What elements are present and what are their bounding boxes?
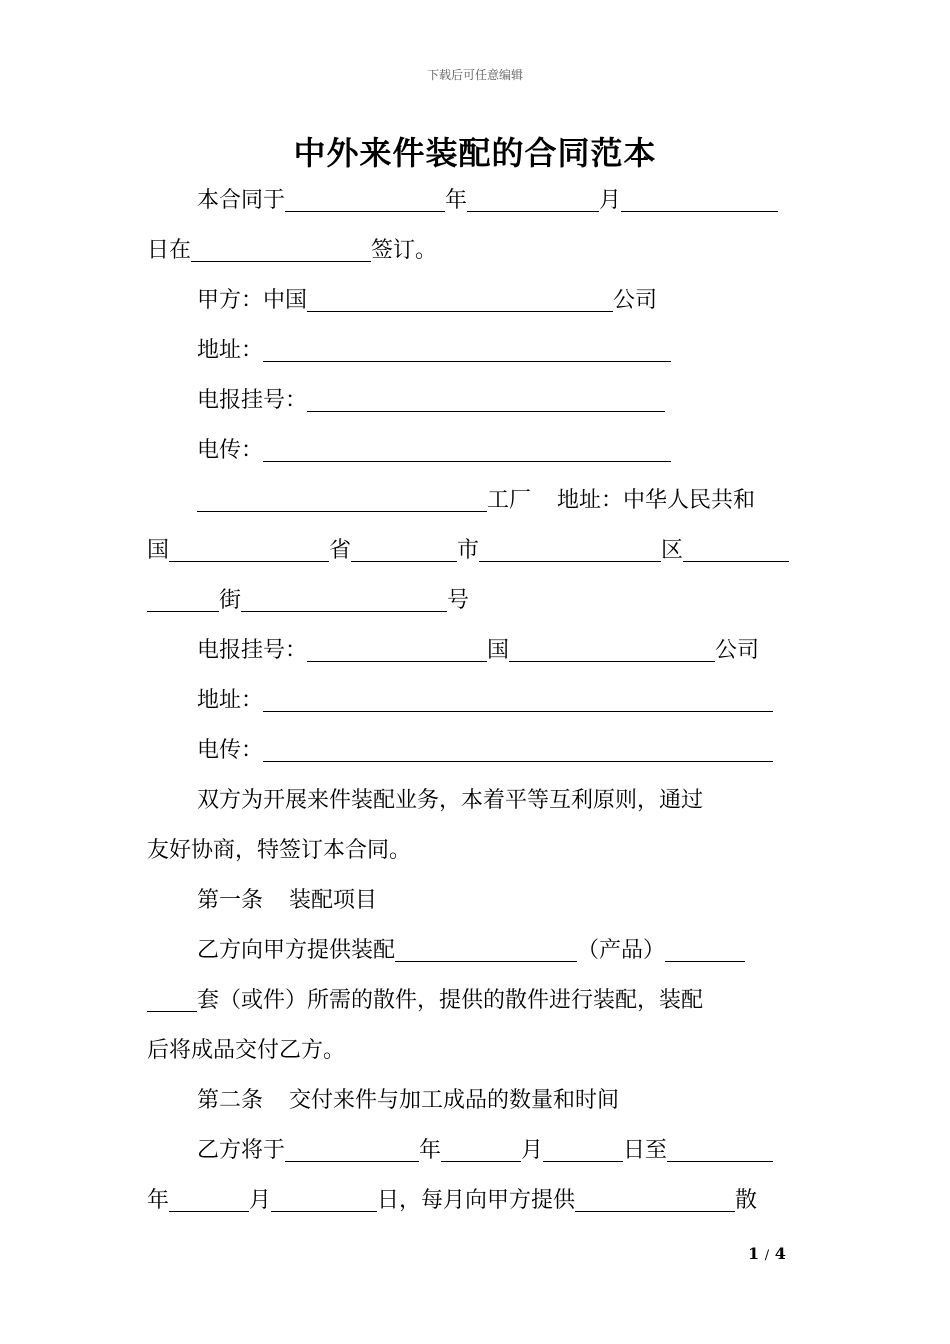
delivery-period-line [197,1131,773,1171]
blank [241,581,447,612]
paragraph-line [147,981,703,1021]
text: 日在 [147,238,192,263]
blank [285,181,445,212]
text: 乙方向甲方提供装配 [197,938,396,963]
text: 地址：中华人民共和 [557,488,756,513]
text: 本合同于 [197,188,286,213]
party-b-line [197,631,759,671]
text: 年 [147,1188,170,1213]
party-b-address-line [197,681,773,721]
text: 友好协商，特签订本合同。 [147,838,412,863]
party-a-address-line [197,331,671,371]
blank [271,1181,377,1212]
text: 号 [447,588,470,613]
blank [263,681,773,712]
page-header: 下载后可任意编辑 [426,68,523,82]
text: 签订。 [371,238,438,263]
blank [395,931,577,962]
total-pages: 4 [774,1244,786,1263]
blank [285,1131,419,1162]
text: 工厂 [487,488,532,513]
blank [263,331,671,362]
blank [307,381,665,412]
text: 市 [457,538,480,563]
assembly-product-line [197,931,745,971]
text: 地址： [197,338,264,363]
blank [509,631,715,662]
text: 交付来件与加工成品的数量和时间 [289,1088,620,1113]
blank [667,1131,773,1162]
text: 区 [661,538,684,563]
text: 双方为开展来件装配业务，本着平等互利原则，通过 [197,788,704,813]
blank [307,281,613,312]
blank [307,631,487,662]
blank [441,1131,521,1162]
page-separator: / [764,1248,770,1263]
blank [575,1181,735,1212]
text: 公司 [613,288,658,313]
party-a-line [197,281,657,321]
text: 套（或件）所需的散件，提供的散件进行装配，装配 [197,988,704,1013]
text: 街 [219,588,242,613]
text: 日至 [623,1138,668,1163]
paragraph-line [147,1031,345,1071]
page-number [748,1244,786,1263]
article-1-heading [197,881,377,921]
blank [147,581,219,612]
blank [467,181,599,212]
blank [147,981,197,1012]
text: 散 [735,1188,758,1213]
text: 月 [249,1188,272,1213]
paragraph-line [197,781,703,821]
blank [479,531,661,562]
text: 电报挂号： [197,388,308,413]
text: 地址： [197,688,264,713]
party-a-telex-line [197,431,671,471]
party-b-telex-line [197,731,773,771]
blank [621,181,778,212]
text: 公司 [715,638,760,663]
paragraph-line [147,831,411,871]
text: 乙方将于 [197,1138,286,1163]
text: 电传： [197,738,264,763]
factory-line [197,481,755,521]
blank [169,1181,249,1212]
blank [263,731,773,762]
blank [263,431,671,462]
blank [665,931,745,962]
text: 国 [147,538,170,563]
text: （产品） [577,938,666,963]
text: 电报挂号： [197,638,308,663]
blank [543,1131,623,1162]
factory-address-line [147,531,789,571]
contract-date-line [197,181,778,221]
blank [683,531,789,562]
text: 年 [419,1138,442,1163]
blank [191,231,371,262]
text: 电传： [197,438,264,463]
text: 月 [599,188,622,213]
text: 国 [487,638,510,663]
text: 第一条 [197,888,264,913]
monthly-supply-line [147,1181,757,1221]
text: 月 [521,1138,544,1163]
text: 甲方：中国 [197,288,308,313]
text: 日，每月向甲方提供 [377,1188,576,1213]
signing-place-line [147,231,437,271]
blank [169,531,329,562]
text: 年 [445,188,468,213]
article-2-heading [197,1081,619,1121]
text: 后将成品交付乙方。 [147,1038,346,1063]
document-title: 中外来件装配的合同范本 [293,134,657,172]
text: 第二条 [197,1088,264,1113]
text: 装配项目 [289,888,378,913]
blank [197,481,487,512]
text: 省 [329,538,352,563]
blank [351,531,457,562]
street-line [147,581,469,621]
current-page: 1 [748,1244,760,1263]
party-a-cable-line [197,381,665,421]
